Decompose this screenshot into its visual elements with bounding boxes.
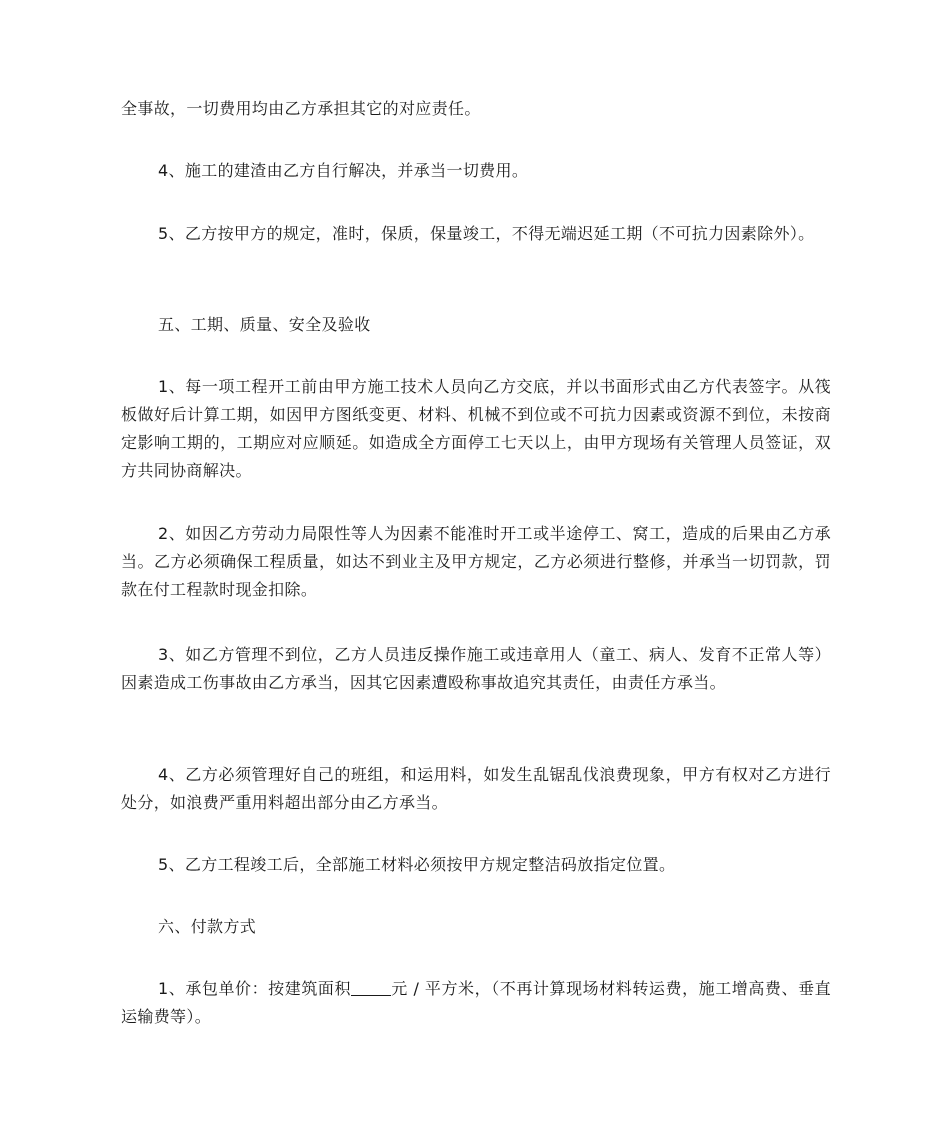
clause-1-briefing: 1、每一项工程开工前由甲方施工技术人员向乙方交底，并以书面形式由乙方代表签字。从筏板做好后计算工期，如因甲方图纸变更、材料、机械不到位或不可抗力因素或资源不到位，未按商定影响工期的，工期应对应顺延。如造成全方面停工七天以上，由甲方现场有关管理人员签证，双方共同协商解决。: [121, 377, 831, 480]
unit-price-tail: 元 / 平方米，（不再计算现场材料转运费，施工增高费、垂直运输费等）。: [121, 979, 831, 1026]
unit-price-lead: 1、承包单价：按建筑面积: [158, 979, 352, 998]
clause-5-schedule: 5、乙方按甲方的规定，准时，保质，保量竣工，不得无端迟延工期（不可抗力因素除外）。: [158, 224, 815, 243]
clause-4-waste: 4、施工的建渣由乙方自行解决，并承当一切费用。: [158, 161, 529, 180]
section-5-heading: 五、工期、质量、安全及验收: [158, 315, 371, 334]
section-6-heading: 六、付款方式: [158, 917, 257, 936]
paragraph-continuation: 全事故，一切费用均由乙方承担其它的对应责任。: [121, 99, 481, 118]
clause-2-labor: 2、如因乙方劳动力局限性等人为因素不能准时开工或半途停工、窝工，造成的后果由乙方承当。乙方必须确保工程质量，如达不到业主及甲方规定，乙方必须进行整修，并承当一切罚款，罚款在付工程款时现金扣除。: [121, 524, 831, 599]
clause-1-unit-price: [121, 975, 831, 1031]
clause-5-cleanup: 5、乙方工程竣工后，全部施工材料必须按甲方规定整洁码放指定位置。: [158, 855, 676, 874]
clause-3-safety: 3、如乙方管理不到位，乙方人员违反操作施工或违章用人（童工、病人、发育不正常人等）因素造成工伤事故由乙方承当，因其它因素遭殴称事故追究其责任，由责任方承当。: [121, 645, 831, 692]
blank-fill-line: [351, 977, 391, 996]
clause-4-materials: 4、乙方必须管理好自己的班组，和运用料，如发生乱锯乱伐浪费现象，甲方有权对乙方进行处分，如浪费严重用料超出部分由乙方承当。: [121, 765, 831, 812]
